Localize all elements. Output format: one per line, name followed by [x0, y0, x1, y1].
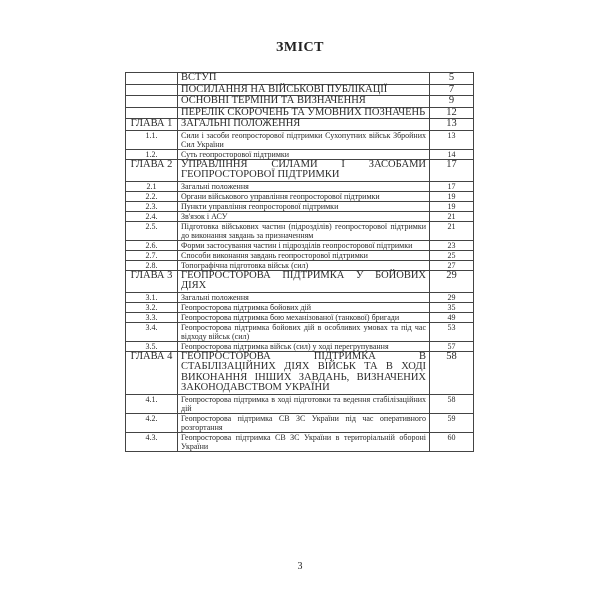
toc-row: [126, 260, 474, 270]
toc-row: [126, 341, 474, 351]
toc-title: Органи військового управління геопросторової підтримки: [178, 191, 430, 201]
toc-page: 53: [430, 322, 474, 341]
toc-page: 35: [430, 302, 474, 312]
toc-page: 25: [430, 250, 474, 260]
toc-number: 4.3.: [126, 432, 178, 451]
toc-page: 5: [430, 73, 474, 85]
toc-page: 49: [430, 312, 474, 322]
toc-row: [126, 394, 474, 413]
toc-title: Загальні положення: [178, 292, 430, 302]
toc-number: 2.8.: [126, 260, 178, 270]
toc-row: [126, 312, 474, 322]
toc-page: 9: [430, 96, 474, 108]
toc-title: ВСТУП: [178, 73, 430, 85]
toc-title: ПОСИЛАННЯ НА ВІЙСЬКОВІ ПУБЛІКАЦІЇ: [178, 84, 430, 96]
toc-title: Геопросторова підтримка бойових дій в особливих умовах та під час відходу військ (сил): [178, 322, 430, 341]
toc-number: ГЛАВА 4: [126, 351, 178, 394]
toc-number: 3.5.: [126, 341, 178, 351]
toc-number: 1.1.: [126, 130, 178, 149]
toc-row: [126, 270, 474, 292]
toc-page: 29: [430, 292, 474, 302]
toc-row: [126, 250, 474, 260]
toc-page: 13: [430, 130, 474, 149]
toc-number: [126, 107, 178, 119]
toc-title: ГЕОПРОСТОРОВА ПІДТРИМКА У БОЙОВИХ ДІЯХ: [178, 270, 430, 292]
toc-row: [126, 292, 474, 302]
toc-page: 17: [430, 159, 474, 181]
toc-title: УПРАВЛІННЯ СИЛАМИ І ЗАСОБАМИ ГЕОПРОСТОРОВОЇ ПІДТРИМКИ: [178, 159, 430, 181]
toc-page: 21: [430, 211, 474, 221]
toc-title: ЗАГАЛЬНІ ПОЛОЖЕННЯ: [178, 119, 430, 131]
toc-title: Пункти управління геопросторової підтримки: [178, 201, 430, 211]
toc-row: [126, 159, 474, 181]
toc-page: 57: [430, 341, 474, 351]
toc-row: [126, 413, 474, 432]
toc-title: Форми застосування частин і підрозділів геопросторової підтримки: [178, 240, 430, 250]
toc-number: 2.3.: [126, 201, 178, 211]
toc-number: 2.1: [126, 181, 178, 191]
toc-title: Геопросторова підтримка бойових дій: [178, 302, 430, 312]
toc-row: [126, 96, 474, 108]
toc-title: ГЕОПРОСТОРОВА ПІДТРИМКА В СТАБІЛІЗАЦІЙНИХ ДІЯХ ВІЙСЬК ТА В ХОДІ ВИКОНАННЯ ІНШИХ ЗАВДАНЬ, ВИЗНАЧЕНИХ ЗАКОНОДАВСТВОМ УКРАЇНИ: [178, 351, 430, 394]
toc-page: 23: [430, 240, 474, 250]
toc-row: [126, 149, 474, 159]
toc-row: [126, 432, 474, 451]
toc-page: 7: [430, 84, 474, 96]
toc-body: [126, 73, 474, 452]
toc-title: Геопросторова підтримка СВ ЗС України в територіальній обороні України: [178, 432, 430, 451]
toc-title: Топографічна підготовка військ (сил): [178, 260, 430, 270]
toc-row: [126, 211, 474, 221]
toc-title: ПЕРЕЛІК СКОРОЧЕНЬ ТА УМОВНИХ ПОЗНАЧЕНЬ: [178, 107, 430, 119]
page-number: 3: [297, 561, 303, 572]
toc-number: [126, 73, 178, 85]
toc-title: Суть геопросторової підтримки: [178, 149, 430, 159]
toc-number: 2.4.: [126, 211, 178, 221]
table-of-contents: [125, 72, 474, 452]
toc-page: 59: [430, 413, 474, 432]
toc-page: 13: [430, 119, 474, 131]
toc-row: [126, 201, 474, 211]
toc-number: 2.6.: [126, 240, 178, 250]
toc-row: [126, 181, 474, 191]
toc-title: ОСНОВНІ ТЕРМІНИ ТА ВИЗНАЧЕННЯ: [178, 96, 430, 108]
toc-row: [126, 191, 474, 201]
toc-page: 14: [430, 149, 474, 159]
toc-number: 4.2.: [126, 413, 178, 432]
toc-title: Сили і засоби геопросторової підтримки Сухопутних військ Збройних Сил України: [178, 130, 430, 149]
toc-number: [126, 96, 178, 108]
toc-number: 2.2.: [126, 191, 178, 201]
toc-row: [126, 130, 474, 149]
toc-row: [126, 322, 474, 341]
toc-title: Зв'язок і АСУ: [178, 211, 430, 221]
toc-page: 19: [430, 201, 474, 211]
toc-title: Загальні положення: [178, 181, 430, 191]
toc-page: 29: [430, 270, 474, 292]
toc-row: [126, 84, 474, 96]
toc-row: [126, 240, 474, 250]
toc-number: 2.7.: [126, 250, 178, 260]
toc-title: Способи виконання завдань геопросторової підтримки: [178, 250, 430, 260]
toc-title: Геопросторова підтримка військ (сил) у ході перегрупування: [178, 341, 430, 351]
toc-page: 17: [430, 181, 474, 191]
toc-page: 58: [430, 351, 474, 394]
toc-row: [126, 302, 474, 312]
toc-row: [126, 107, 474, 119]
toc-title: Підготовка військових частин (підрозділів) геопросторової підтримки до виконання завдань за призначенням: [178, 221, 430, 240]
toc-number: ГЛАВА 2: [126, 159, 178, 181]
toc-page: 12: [430, 107, 474, 119]
page-title: ЗМІСТ: [276, 40, 324, 55]
toc-page: 21: [430, 221, 474, 240]
toc-number: 3.2.: [126, 302, 178, 312]
toc-page: 27: [430, 260, 474, 270]
toc-page: 60: [430, 432, 474, 451]
toc-row: [126, 119, 474, 131]
toc-number: 3.4.: [126, 322, 178, 341]
toc-number: 2.5.: [126, 221, 178, 240]
toc-number: 3.1.: [126, 292, 178, 302]
toc-page: 58: [430, 394, 474, 413]
toc-number: ГЛАВА 1: [126, 119, 178, 131]
toc-row: [126, 351, 474, 394]
toc-number: 4.1.: [126, 394, 178, 413]
toc-title: Геопросторова підтримка СВ ЗС України під час оперативного розгортання: [178, 413, 430, 432]
toc-number: 1.2.: [126, 149, 178, 159]
toc-page: 19: [430, 191, 474, 201]
toc-row: [126, 221, 474, 240]
toc-number: [126, 84, 178, 96]
toc-number: 3.3.: [126, 312, 178, 322]
toc-number: ГЛАВА 3: [126, 270, 178, 292]
toc-title: Геопросторова підтримка бою механізованої (танкової) бригади: [178, 312, 430, 322]
toc-title: Геопросторова підтримка в ході підготовки та ведення стабілізаційних дій: [178, 394, 430, 413]
toc-row: [126, 73, 474, 85]
